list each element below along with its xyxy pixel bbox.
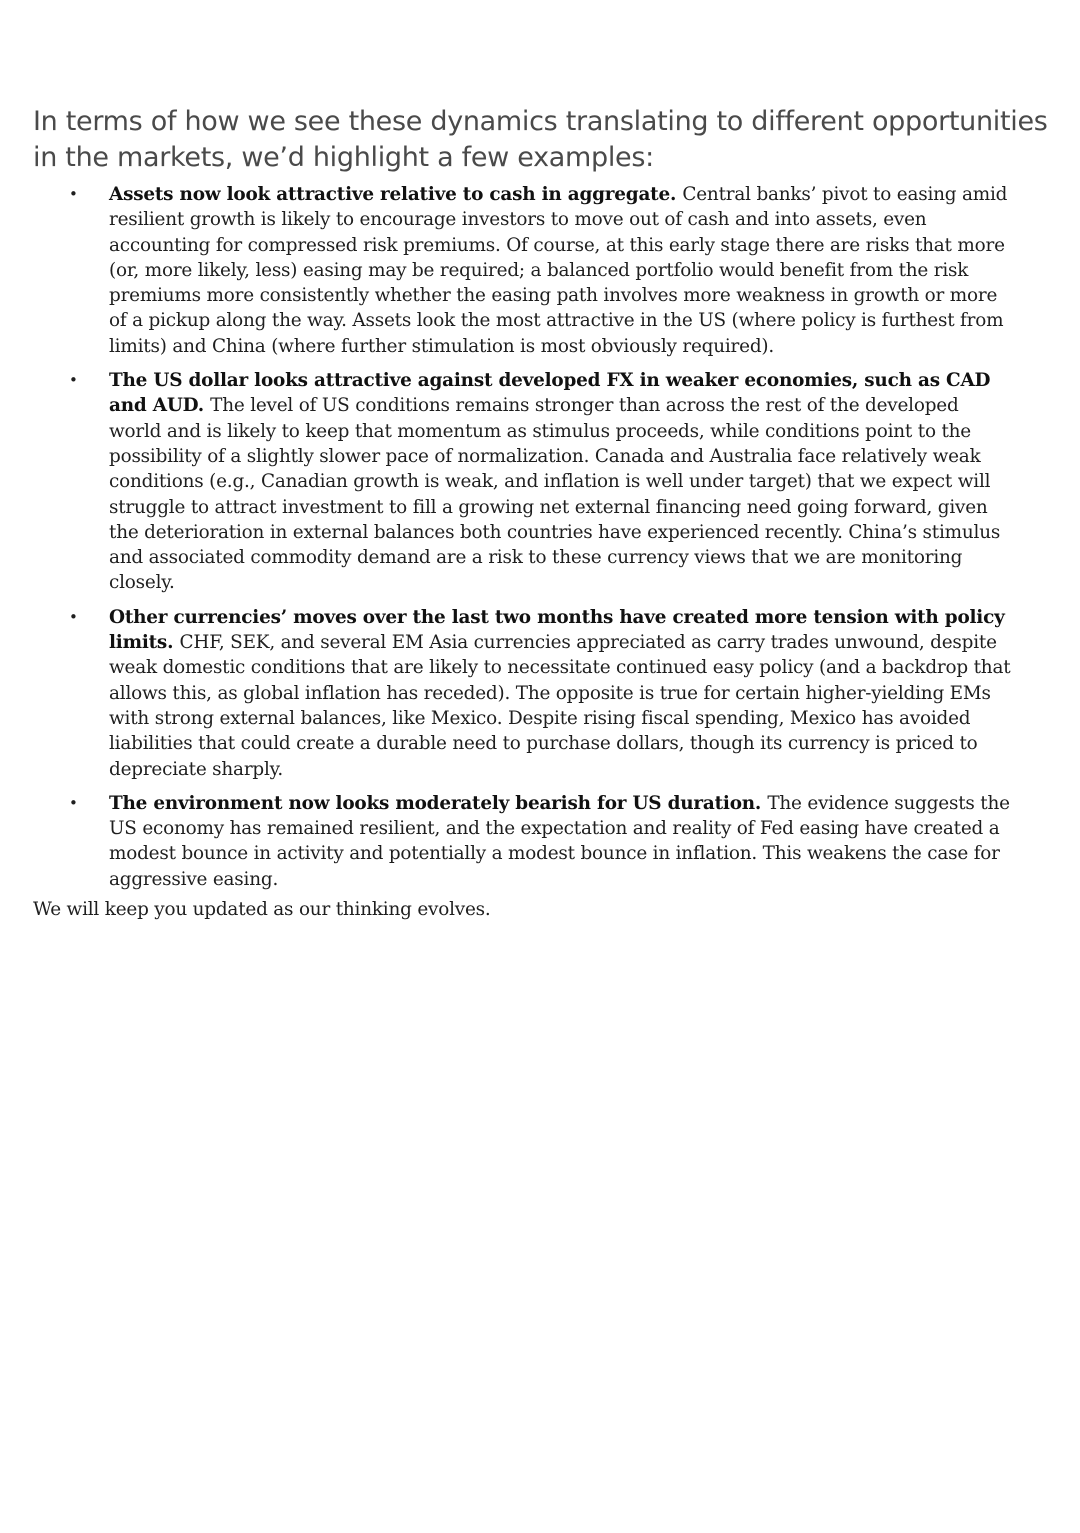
closing-paragraph: We will keep you updated as our thinking evolves. bbox=[33, 899, 491, 920]
list-item bbox=[0, 182, 1011, 359]
bullet-lead-text: Other currencies’ moves over the last two months have created more tension with policy limits. bbox=[109, 606, 1005, 654]
bullet-lead-text: Assets now look attractive relative to cash in aggregate. bbox=[109, 184, 683, 205]
bullet-icon: • bbox=[69, 185, 78, 203]
bullet-icon: • bbox=[69, 793, 78, 812]
bullet-body-text: The level of US conditions remains stronger than across the rest of the developed world and is likely to keep that momentum as stimulus proceeds, while conditions point to the possibility of a slightly slower pace of normalization. Canada and Australia face relatively weak conditions (e.g., Canadian growth is weak, and inflation is well under target) that we expect will struggle to attract investment to fill a growing net external financing need going forward, given the deterioration in external balances both countries have experienced recently. China’s stimulus and associated commodity demand are a risk to these currency views that we are monitoring closely. bbox=[109, 395, 1001, 594]
bullet-icon: • bbox=[69, 607, 78, 626]
bullet-lead-text: The environment now looks moderately bearish for US duration. bbox=[109, 792, 768, 814]
bullet-icon: • bbox=[69, 371, 78, 390]
bullet-list bbox=[0, 182, 1080, 901]
list-item bbox=[0, 605, 1011, 782]
list-item bbox=[0, 791, 1011, 892]
bullet-body-text: The evidence suggests the US economy has remained resilient, and the expectation and reality of Fed easing have created a modest bounce in activity and potentially a modest bounce in inflation. This weakens the case for aggressive easing. bbox=[109, 792, 1010, 890]
bullet-lead-text: The US dollar looks attractive against developed FX in weaker economies, such as CAD and AUD. bbox=[109, 370, 991, 417]
bullet-body-text: CHF, SEK, and several EM Asia currencies appreciated as carry trades unwound, despite weak domestic conditions that are likely to necessitate continued easy policy (and a backdrop that allows this, as global inflation has receded). The opposite is true for certain higher-yielding EMs with strong external balances, like Mexico. Despite rising fiscal spending, Mexico has avoided liabilities that could create a durable need to purchase dollars, though its currency is priced to depreciate sharply. bbox=[109, 632, 1011, 780]
bullet-body-text: Central banks’ pivot to easing amid resilient growth is likely to encourage investors to move out of cash and into assets, even accounting for compressed risk premiums. Of course, at this early stage there are risks that more (or, more likely, less) easing may be required; a balanced portfolio would benefit from the risk premiums more consistently whether the easing path involves more weakness in growth or more of a pickup along the way. Assets look the most attractive in the US (where policy is furthest from limits) and China (where further stimulation is most obviously required). bbox=[109, 184, 1008, 357]
list-item bbox=[0, 368, 1011, 596]
section-heading: In terms of how we see these dynamics translating to different opportunities in the markets, we’d highlight a few examples: bbox=[33, 106, 1048, 173]
